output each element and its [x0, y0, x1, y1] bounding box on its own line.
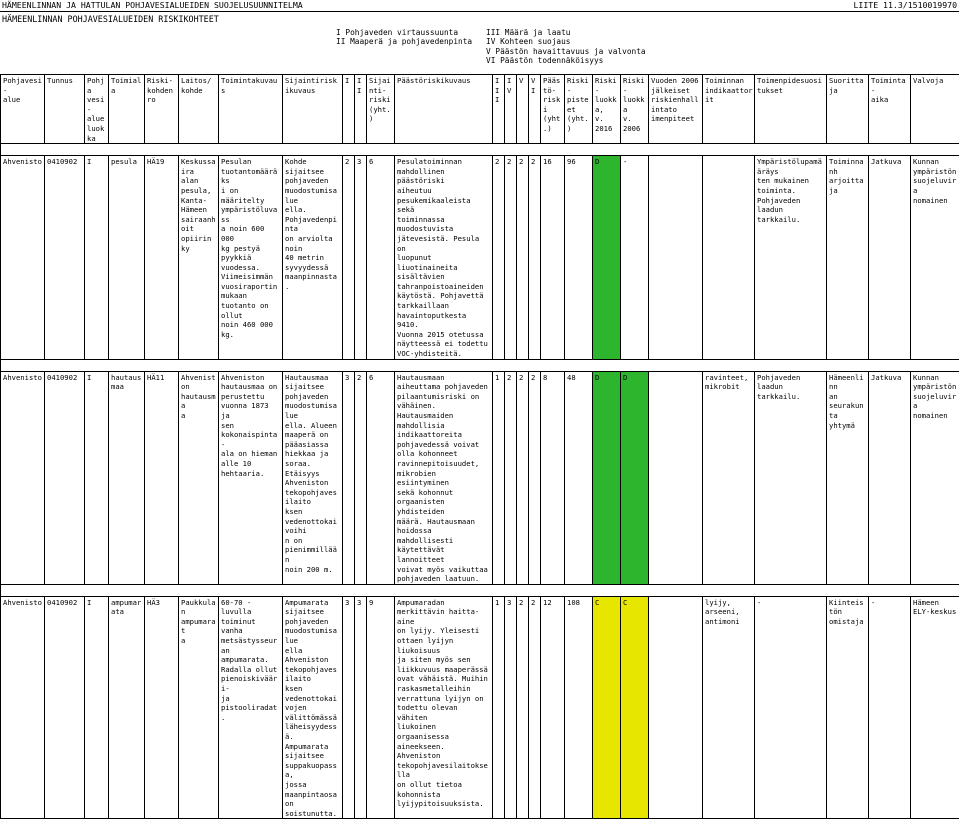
table-cell: 48 — [565, 371, 593, 584]
table-cell: Hautausmaan aiheuttama pohjaveden pilaantumisriski on vähäinen. Hautausmaiden mahdollisia indikaattoreita pohjavedessä voivat olla kohonneet ravinnepitoisuudet, mikrobien esiintyminen sekä kohonnut orgaanisten yhdisteiden määrä. Hautausmaan hoidossa mahdollisesti käytettävät lannoitteet voivat myös vaikuttaa pohjaveden laatuun. — [395, 371, 493, 584]
table-cell: ampumar ata — [109, 596, 145, 819]
column-header: Riski- kohdenro — [145, 75, 179, 144]
table-cell — [703, 156, 755, 359]
table-cell: Kunnan ympäristön suojeluvira nomainen — [911, 371, 959, 584]
table-cell: 2 — [505, 371, 517, 584]
column-header: II — [355, 75, 367, 144]
column-header: III — [493, 75, 505, 144]
column-header: Pohjavesi- alue — [1, 75, 45, 144]
table-cell: HÄ11 — [145, 371, 179, 584]
table-cell: Keskussaira alan pesula, Kanta- Hämeen sairaanhoit opiirin ky — [179, 156, 219, 359]
table-cell: 2 — [529, 596, 541, 819]
column-header: Sijainti- riski (yht.) — [367, 75, 395, 144]
table-cell: 60-70 -luvulla toiminut vanha metsästysseuran ampumarata. Radalla ollut pienoiskivääri- ja pistooliradat. — [219, 596, 283, 819]
document-header-title: HÄMEENLINNAN JA HATTULAN POHJAVESIALUEIDEN SUOJELUSUUNNITELMA — [2, 0, 303, 10]
column-header: Toimiala — [109, 75, 145, 144]
table-cell: Kohde sijaitsee pohjaveden muodostumisalue ella. Pohjavedenpinta on arviolta noin 40 metrin syvyydessä maanpinnasta. — [283, 156, 343, 359]
table-cell: Hämeen ELY-keskus — [911, 596, 959, 819]
table-cell: - — [869, 596, 911, 819]
column-header: Suorittaja — [827, 75, 869, 144]
table-cell: 3 — [505, 596, 517, 819]
column-header: Vuoden 2006 jälkeiset riskienhallintato imenpiteet — [649, 75, 703, 144]
table-cell: 2 — [493, 156, 505, 359]
table-cell: Hautausmaa sijaitsee pohjaveden muodostumisalue ella. Alueen maaperä on pääasiassa hiekkaa ja soraa. Etäisyys Ahveniston tekopohjavesilaito ksen vedenottokaivoihi n on pienimmillään noin 200 m. — [283, 371, 343, 584]
table-cell: 2 — [517, 371, 529, 584]
table-cell: 0410902 — [45, 156, 85, 359]
table-cell: I — [85, 156, 109, 359]
row-spacer — [1, 144, 959, 156]
column-header: Päästö- riski (yht.) — [541, 75, 565, 144]
table-row — [1, 371, 959, 584]
table-header-row — [1, 75, 959, 144]
column-header: Tunnus — [45, 75, 85, 144]
table-cell: 1 — [493, 371, 505, 584]
legend-item: IV Kohteen suojaus — [486, 37, 646, 46]
table-cell: C — [621, 596, 649, 819]
column-header: V — [517, 75, 529, 144]
table-cell: 9 — [367, 596, 395, 819]
table-cell: 0410902 — [45, 596, 85, 819]
column-header: I — [343, 75, 355, 144]
table-cell: 108 — [565, 596, 593, 819]
column-header: Riski- pisteet (yht.) — [565, 75, 593, 144]
page-title: HÄMEENLINNAN POHJAVESIALUEIDEN RISKIKOHTEET — [2, 14, 219, 24]
legend-item: II Maaperä ja pohjavedenpinta — [336, 37, 472, 46]
table-cell: Jatkuva — [869, 156, 911, 359]
table-cell: 12 — [541, 596, 565, 819]
table-cell: hautaus maa — [109, 371, 145, 584]
table-cell: 2 — [517, 156, 529, 359]
table-cell: 8 — [541, 371, 565, 584]
table-cell: 0410902 — [45, 371, 85, 584]
table-cell: 16 — [541, 156, 565, 359]
legend-item: VI Päästön todennäköisyys — [486, 56, 646, 65]
table-cell: Kunnan ympäristön suojeluvira nomainen — [911, 156, 959, 359]
table-cell: Ahvenisto — [1, 371, 45, 584]
table-cell: D — [621, 371, 649, 584]
row-spacer-cell — [1, 584, 959, 596]
table-cell: 1 — [493, 596, 505, 819]
column-header: IV — [505, 75, 517, 144]
risk-table — [0, 74, 959, 819]
column-header: Laitos/ kohde — [179, 75, 219, 144]
table-cell: Ahveniston hautausmaa on perustettu vuonna 1873 ja sen kokonaispinta- ala on hieman alle 10 hehtaaria. — [219, 371, 283, 584]
table-cell: ravinteet, mikrobit — [703, 371, 755, 584]
table-cell: Ahveniston hautausma a — [179, 371, 219, 584]
column-header: Toiminnan indikaattorit — [703, 75, 755, 144]
table-cell: 3 — [355, 156, 367, 359]
table-cell: 6 — [367, 156, 395, 359]
table-cell: Paukkulan ampumarat a — [179, 596, 219, 819]
legend-item: I Pohjaveden virtaussuunta — [336, 28, 472, 37]
legend-column-2 — [486, 28, 646, 65]
table-cell: Pesulatoiminnan mahdollinen päästöriski aiheutuu pesukemikaaleista sekä toiminnassa muodostuvista jätevesistä. Pesula on luopunut liuotinaineita sisältävien tahranpoistoaineiden käytöstä. Pohjavettä tarkkaillaan havaintoputkesta 9410. Vuonna 2015 otetussa näytteessä ei todettu VOC-yhdisteitä. — [395, 156, 493, 359]
row-spacer-cell — [1, 144, 959, 156]
table-cell: D — [593, 371, 621, 584]
table-row — [1, 156, 959, 359]
table-cell: Ampumarata sijaitsee pohjaveden muodostumisalue ella Ahveniston tekopohjavesilaito ksen vedenottokaivojen välittömässä läheisyydessä. Ampumarata sijaitsee suppakuopassa, jossa maanpintaosa on soistunutta. — [283, 596, 343, 819]
table-cell: 96 — [565, 156, 593, 359]
column-header: Päästöriskikuvaus — [395, 75, 493, 144]
table-cell: Ahvenisto — [1, 596, 45, 819]
table-cell: Kiinteistön omistaja — [827, 596, 869, 819]
row-spacer-cell — [1, 359, 959, 371]
column-header: Sijaintiriskikuvaus — [283, 75, 343, 144]
column-header: Pohja vesi- alueluokka — [85, 75, 109, 144]
table-cell: 2 — [355, 371, 367, 584]
row-spacer — [1, 359, 959, 371]
legend-item: III Määrä ja laatu — [486, 28, 646, 37]
document-header — [0, 0, 959, 12]
table-cell: 2 — [505, 156, 517, 359]
table-cell: 6 — [367, 371, 395, 584]
column-header: Riski- luokka v. 2006 — [621, 75, 649, 144]
table-cell: Pesulan tuotantomääräks i on määritelty ympäristöluvass a noin 600 000 kg pestyä pyykkiä vuodessa. Viimeisimmän vuosiraportin mukaan tuotanto on ollut noin 460 000 kg. — [219, 156, 283, 359]
table-cell: - — [755, 596, 827, 819]
column-header: Toiminta- aika — [869, 75, 911, 144]
table-cell: Ahvenisto — [1, 156, 45, 359]
appendix-number: LIITE 11.3/1510019970 — [853, 0, 957, 10]
column-header: Toimenpidesuositukset — [755, 75, 827, 144]
table-cell: 2 — [517, 596, 529, 819]
table-cell: 2 — [529, 156, 541, 359]
column-header: Valvoja — [911, 75, 959, 144]
table-cell: Ympäristölupamääräys ten mukainen toiminta. Pohjaveden laadun tarkkailu. — [755, 156, 827, 359]
table-cell: Ampumaradan merkittävin haitta-aine on lyijy. Yleisesti ottaen lyijyn liukoisuus ja siten myös sen liikkuvuus maaperässä ovat vähäistä. Muihin raskasmetalleihin verrattuna lyijyn on todettu olevan vähiten liukoinen orgaanisessa aineekseen. Ahveniston tekopohjavesilaitoksella on ollut tietoa kohonnista lyijypitoisuuksista. — [395, 596, 493, 819]
row-spacer — [1, 584, 959, 596]
table-cell: 3 — [343, 596, 355, 819]
legend-item: V Päästön havaittavuus ja valvonta — [486, 47, 646, 56]
table-cell: Jatkuva — [869, 371, 911, 584]
table-body — [1, 144, 959, 819]
table-cell: I — [85, 596, 109, 819]
table-cell: I — [85, 371, 109, 584]
table-cell: Toiminnanh arjoittaja — [827, 156, 869, 359]
table-cell: Hämeenlinn an seurakunta yhtymä — [827, 371, 869, 584]
table-cell: HÄ19 — [145, 156, 179, 359]
table-cell: C — [593, 596, 621, 819]
table-cell: 3 — [343, 371, 355, 584]
table-cell: pesula — [109, 156, 145, 359]
table-cell: - — [621, 156, 649, 359]
legend-column-1 — [336, 28, 472, 47]
table-cell — [649, 371, 703, 584]
table-cell: 3 — [355, 596, 367, 819]
table-cell: Pohjaveden laadun tarkkailu. — [755, 371, 827, 584]
table-cell: lyijy, arseeni, antimoni — [703, 596, 755, 819]
column-header: Riski- luokka, v. 2016 — [593, 75, 621, 144]
table-cell: 2 — [343, 156, 355, 359]
column-header: VI — [529, 75, 541, 144]
table-cell: D — [593, 156, 621, 359]
table-cell — [649, 156, 703, 359]
column-header: Toimintakuvaus — [219, 75, 283, 144]
table-cell: HÄ3 — [145, 596, 179, 819]
table-cell: 2 — [529, 371, 541, 584]
